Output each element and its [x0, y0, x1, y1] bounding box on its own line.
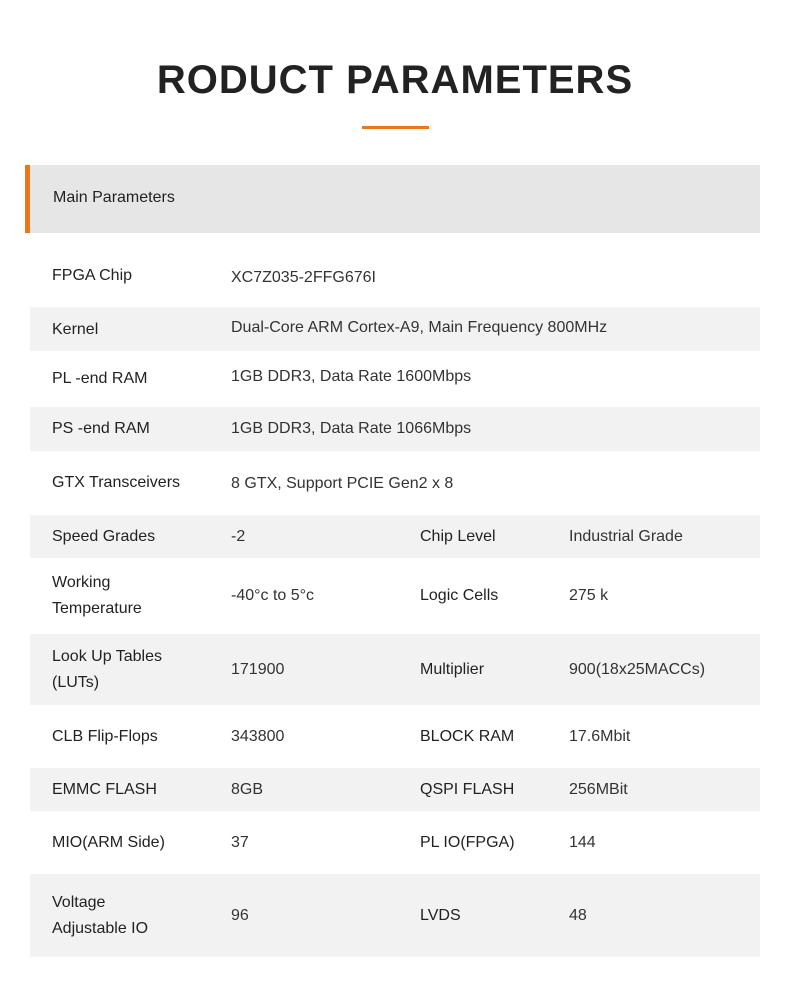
param-value: 343800 [231, 727, 285, 745]
section-header [25, 165, 760, 233]
param-row-pl-ram [30, 351, 760, 407]
param-value: XC7Z035-2FFG676I [231, 269, 376, 286]
param-label: Logic Cells [420, 587, 499, 604]
param-label: GTX Transceivers [52, 474, 181, 491]
param-row-clb [30, 705, 760, 768]
param-value: -2 [231, 527, 246, 545]
param-label: Chip Level [420, 527, 496, 545]
param-value: 17.6Mbit [569, 727, 631, 745]
param-row-speed-grades [30, 515, 760, 558]
param-value: 37 [231, 833, 249, 851]
param-value: Dual-Core ARM Cortex-A9, Main Frequency 800MHz [231, 319, 608, 336]
param-value: 1GB DDR3, Data Rate 1600Mbps [231, 368, 472, 385]
param-label: Look Up Tables (LUTs) [52, 647, 162, 691]
section-title: Main Parameters [53, 189, 175, 206]
param-row-kernel [30, 307, 760, 351]
title-underline [362, 126, 429, 129]
param-value: -40°c to 5°c [231, 587, 315, 604]
param-value: Industrial Grade [569, 527, 683, 545]
param-row-ps-ram [30, 407, 760, 451]
param-label: PL -end RAM [52, 370, 148, 387]
param-label: Kernel [52, 321, 99, 338]
param-row-working-temp [30, 558, 760, 634]
param-row-emmc [30, 768, 760, 811]
param-value: 275 k [569, 587, 609, 604]
param-label: EMMC FLASH [52, 780, 157, 798]
param-value: 1GB DDR3, Data Rate 1066Mbps [231, 420, 472, 437]
param-label: Speed Grades [52, 527, 156, 545]
param-row-voltage-io [30, 874, 760, 957]
param-label: PL IO(FPGA) [420, 833, 515, 851]
param-label: FPGA Chip [52, 267, 133, 284]
param-label: Multiplier [420, 660, 485, 678]
param-value: 96 [231, 906, 249, 924]
param-row-luts [30, 634, 760, 705]
param-label: Working Temperature [52, 574, 142, 617]
param-label: CLB Flip-Flops [52, 727, 158, 745]
param-label: BLOCK RAM [420, 727, 515, 745]
param-row-gtx [30, 451, 760, 515]
param-row-mio [30, 811, 760, 874]
param-label: Voltage Adjustable IO [52, 893, 149, 937]
param-value: 144 [569, 833, 596, 851]
param-label: PS -end RAM [52, 420, 150, 437]
page-title: RODUCT PARAMETERS [156, 58, 634, 102]
param-value: 171900 [231, 660, 285, 678]
param-label: QSPI FLASH [420, 780, 515, 798]
param-value: 48 [569, 906, 587, 924]
param-value: 8 GTX, Support PCIE Gen2 x 8 [231, 475, 454, 492]
param-label: LVDS [420, 906, 461, 924]
param-label: MIO(ARM Side) [52, 833, 165, 851]
param-row-fpga-chip [30, 246, 760, 306]
param-value: 256MBit [569, 780, 628, 798]
param-value: 8GB [231, 780, 264, 798]
param-value: 900(18x25MACCs) [569, 660, 706, 678]
